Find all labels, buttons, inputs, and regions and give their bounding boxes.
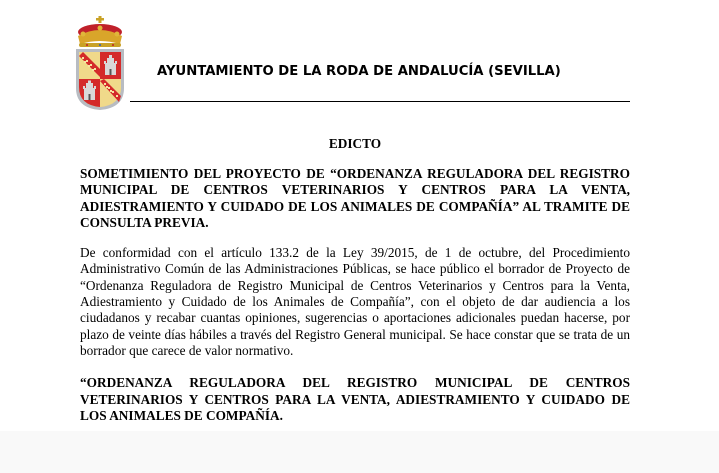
header-divider	[130, 101, 630, 102]
document-body-paragraph: De conformidad con el artículo 133.2 de la Ley 39/2015, de 1 de octubre, del Procedimiento Administrativo Común de las Administraciones Públicas, se hace público el borrador de Proyecto de “Ordenanza Reguladora de Registro Municipal de Centros Veterinarios y Centros para la Venta, Adiestramiento y Cuidado de los Animales de Compañía”, con el objeto de dar audiencia a los ciudadanos y recabar cuantas opiniones, sugerencias o aportaciones adicionales puedan hacerse, por plazo de veinte días hábiles a través del Registro General municipal. Se hace constar que se trata de un borrador que carece de valor normativo.	[80, 245, 630, 358]
municipality-title: AYUNTAMIENTO DE LA RODA DE ANDALUCÍA (SEVILLA)	[157, 64, 561, 79]
coat-of-arms-icon	[73, 16, 127, 112]
document-subject: SOMETIMIENTO DEL PROYECTO DE “ORDENANZA REGULADORA DEL REGISTRO MUNICIPAL DE CENTROS VETERINARIOS Y CENTROS PARA LA VENTA, ADIESTRAMIENTO Y CUIDADO DE LOS ANIMALES DE COMPAÑÍA” AL TRAMITE DE CONSULTA PREVIA.	[80, 166, 630, 230]
edict-document	[80, 136, 630, 424]
ordinance-title: “ORDENANZA REGULADORA DEL REGISTRO MUNICIPAL DE CENTROS VETERINARIOS Y CENTROS PARA LA VENTA, ADIESTRAMIENTO Y CUIDADO DE LOS ANIMALES DE COMPAÑÍA.	[80, 375, 630, 423]
document-heading: EDICTO	[328, 136, 382, 151]
